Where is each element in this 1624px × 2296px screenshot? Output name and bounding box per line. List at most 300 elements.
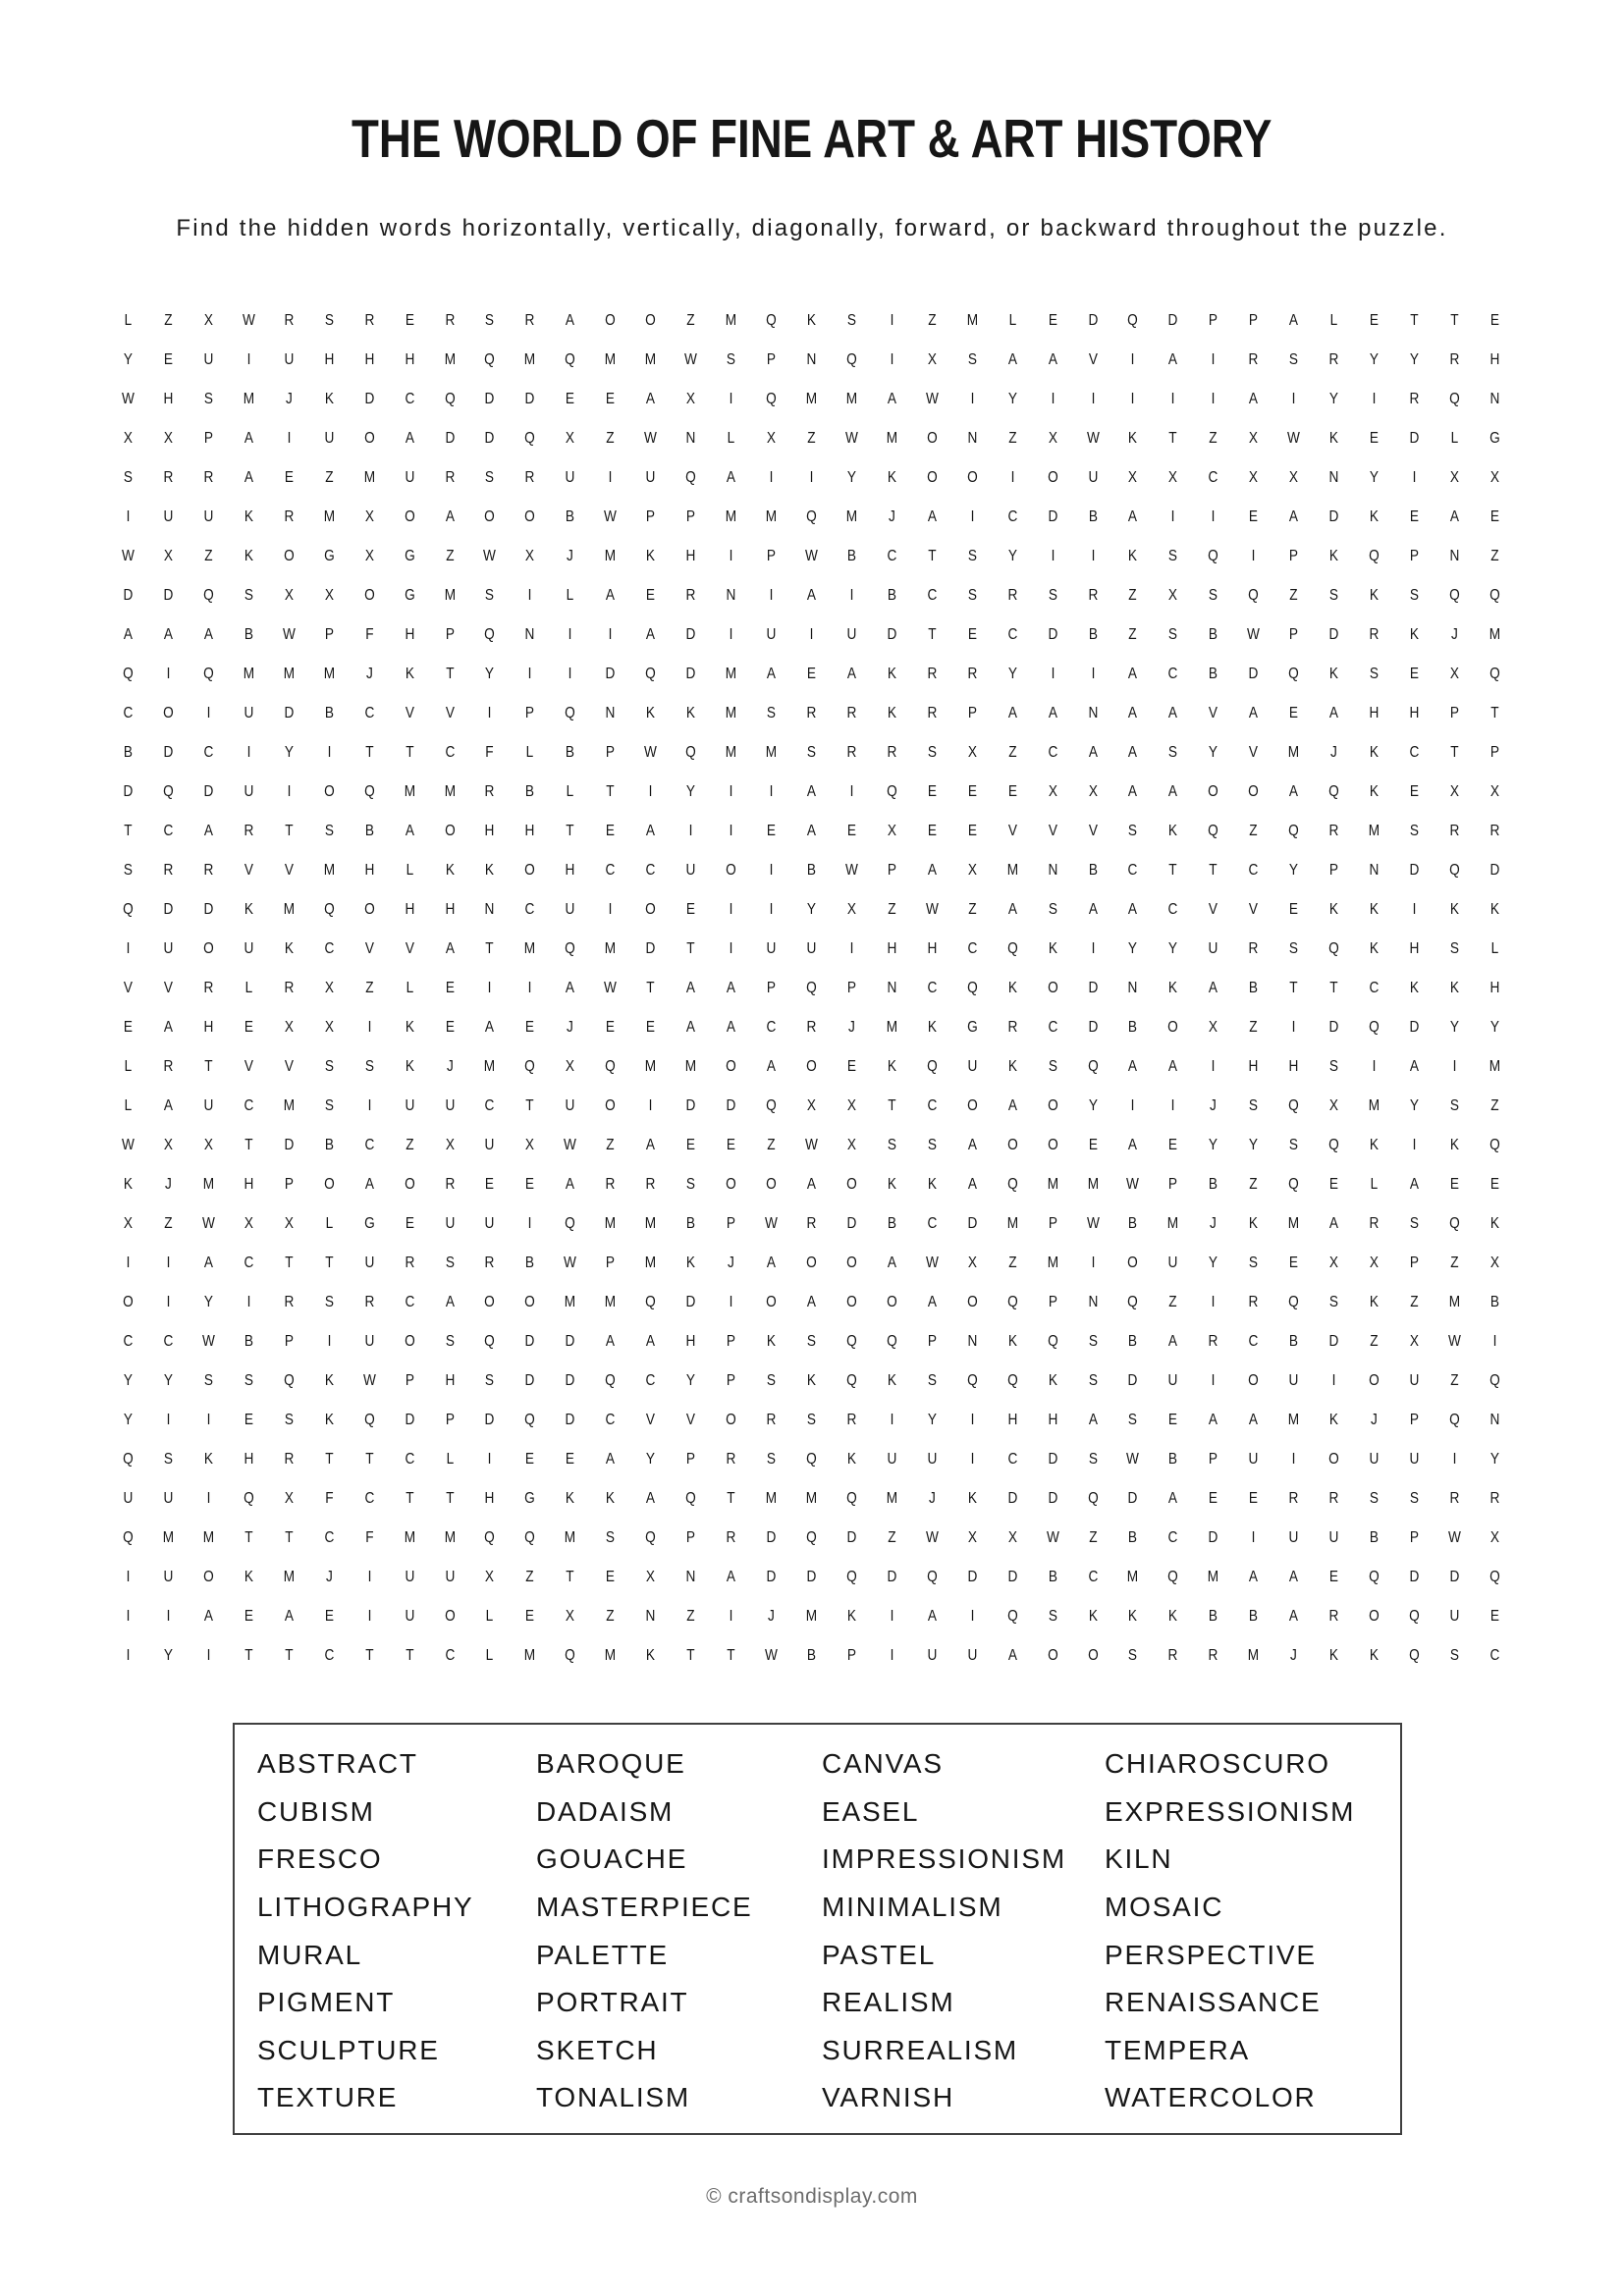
- grid-letter: N: [645, 1608, 656, 1626]
- grid-letter: K: [1329, 666, 1339, 683]
- grid-letter: U: [1449, 1608, 1460, 1626]
- grid-letter: I: [1291, 391, 1296, 408]
- grid-letter: C: [163, 1333, 174, 1351]
- grid-letter: U: [445, 1569, 455, 1586]
- grid-letter: T: [405, 1490, 414, 1508]
- grid-letter: M: [283, 1097, 295, 1115]
- grid-letter: C: [405, 1294, 414, 1311]
- grid-letter: N: [685, 430, 696, 448]
- grid-letter: X: [566, 1608, 575, 1626]
- grid-letter: R: [1208, 1647, 1218, 1665]
- grid-letter: C: [1048, 1019, 1057, 1037]
- grid-letter: R: [1409, 391, 1420, 408]
- grid-letter: I: [769, 783, 774, 801]
- grid-letter: W: [1086, 1215, 1100, 1233]
- grid-letter: T: [485, 940, 495, 958]
- grid-letter: D: [565, 1333, 575, 1351]
- grid-letter: T: [566, 823, 574, 840]
- grid-letter: I: [1170, 1097, 1175, 1115]
- grid-letter: X: [1449, 783, 1459, 801]
- grid-letter: L: [727, 430, 735, 448]
- grid-letter: Y: [1007, 666, 1017, 683]
- grid-letter: S: [606, 1529, 616, 1547]
- grid-letter: L: [406, 862, 413, 880]
- grid-letter: A: [364, 1176, 374, 1194]
- grid-letter: I: [126, 1647, 131, 1665]
- grid-letter: P: [1209, 312, 1218, 330]
- grid-letter: P: [686, 1529, 696, 1547]
- grid-letter: S: [203, 1372, 213, 1390]
- grid-letter: P: [846, 1647, 856, 1665]
- grid-letter: Q: [1489, 1372, 1500, 1390]
- grid-letter: A: [1289, 508, 1299, 526]
- grid-letter: U: [806, 940, 817, 958]
- grid-letter: I: [1091, 940, 1095, 958]
- grid-letter: I: [126, 1608, 131, 1626]
- grid-letter: K: [1369, 1137, 1380, 1154]
- grid-letter: Y: [646, 1451, 656, 1468]
- grid-letter: O: [605, 312, 617, 330]
- grid-letter: E: [123, 1019, 134, 1037]
- grid-letter: U: [1167, 1255, 1178, 1272]
- grid-letter: A: [606, 1333, 616, 1351]
- grid-letter: W: [1086, 430, 1100, 448]
- grid-letter: E: [566, 391, 575, 408]
- grid-letter: P: [606, 744, 616, 762]
- word-list-item: PIGMENT: [257, 1987, 396, 2018]
- grid-letter: O: [404, 508, 415, 526]
- grid-letter: X: [284, 1490, 294, 1508]
- grid-letter: E: [1088, 1137, 1098, 1154]
- grid-letter: Q: [1248, 587, 1260, 605]
- grid-letter: A: [203, 1255, 213, 1272]
- grid-letter: S: [1409, 1490, 1420, 1508]
- grid-letter: H: [927, 940, 938, 958]
- grid-letter: A: [1128, 508, 1138, 526]
- grid-letter: S: [445, 1255, 455, 1272]
- grid-letter: A: [646, 1333, 656, 1351]
- grid-letter: O: [203, 1569, 214, 1586]
- grid-letter: K: [405, 666, 414, 683]
- grid-letter: Q: [766, 1097, 777, 1115]
- grid-letter: A: [1007, 705, 1017, 722]
- grid-letter: Z: [767, 1137, 776, 1154]
- grid-letter: K: [846, 1608, 856, 1626]
- grid-letter: P: [1409, 548, 1420, 565]
- grid-letter: P: [1249, 312, 1259, 330]
- grid-letter: W: [604, 980, 618, 997]
- grid-letter: M: [966, 312, 978, 330]
- grid-letter: T: [928, 548, 937, 565]
- grid-letter: Z: [405, 1137, 414, 1154]
- grid-letter: S: [1048, 587, 1057, 605]
- grid-letter: R: [405, 1255, 414, 1272]
- grid-letter: N: [1449, 548, 1460, 565]
- grid-letter: I: [1131, 351, 1135, 369]
- grid-letter: U: [445, 1097, 455, 1115]
- footer-credit: © craftsondisplay.com: [706, 2185, 918, 2208]
- grid-letter: K: [1449, 1137, 1459, 1154]
- grid-letter: K: [967, 1490, 977, 1508]
- grid-letter: A: [566, 980, 575, 997]
- grid-letter: M: [202, 1176, 215, 1194]
- grid-letter: D: [846, 1529, 857, 1547]
- grid-letter: I: [246, 351, 251, 369]
- grid-letter: O: [444, 1608, 456, 1626]
- grid-letter: B: [1289, 1333, 1299, 1351]
- grid-letter: E: [1007, 783, 1017, 801]
- grid-letter: Y: [1449, 1019, 1459, 1037]
- grid-letter: S: [1369, 1490, 1380, 1508]
- grid-letter: M: [444, 587, 456, 605]
- grid-letter: O: [1248, 783, 1260, 801]
- grid-letter: Y: [686, 783, 696, 801]
- grid-letter: Q: [1489, 666, 1500, 683]
- grid-letter: U: [565, 1097, 575, 1115]
- grid-letter: R: [1449, 1490, 1460, 1508]
- grid-letter: Q: [1328, 783, 1339, 801]
- grid-letter: H: [1489, 351, 1500, 369]
- grid-letter: M: [1006, 1215, 1018, 1233]
- grid-letter: J: [365, 666, 373, 683]
- grid-letter: C: [1409, 744, 1420, 762]
- grid-letter: O: [1047, 1097, 1058, 1115]
- grid-letter: Q: [1369, 1569, 1380, 1586]
- grid-letter: R: [203, 469, 214, 487]
- grid-letter: M: [605, 1294, 617, 1311]
- grid-letter: E: [606, 1569, 616, 1586]
- grid-letter: K: [887, 705, 896, 722]
- grid-letter: I: [287, 783, 292, 801]
- grid-letter: C: [244, 1255, 254, 1272]
- grid-letter: Z: [204, 548, 213, 565]
- grid-letter: R: [1328, 1490, 1339, 1508]
- grid-letter: E: [686, 901, 696, 919]
- grid-letter: U: [284, 351, 295, 369]
- grid-letter: X: [806, 1097, 816, 1115]
- grid-letter: O: [726, 1176, 736, 1194]
- grid-letter: D: [484, 1412, 495, 1429]
- grid-letter: H: [484, 823, 495, 840]
- grid-letter: S: [967, 351, 977, 369]
- grid-letter: A: [927, 1608, 937, 1626]
- word-list-item: TONALISM: [536, 2082, 691, 2113]
- word-list-item: FRESCO: [257, 1843, 383, 1875]
- grid-letter: A: [485, 1019, 495, 1037]
- page-title-text: THE WORLD OF FINE ART & ART HISTORY: [352, 108, 1272, 169]
- grid-letter: Q: [645, 1294, 656, 1311]
- grid-letter: O: [404, 1176, 415, 1194]
- grid-letter: Y: [1168, 940, 1178, 958]
- grid-letter: M: [605, 548, 617, 565]
- grid-letter: M: [444, 351, 456, 369]
- grid-letter: C: [1088, 1569, 1098, 1586]
- grid-letter: I: [568, 666, 572, 683]
- grid-letter: I: [1251, 1529, 1256, 1547]
- grid-letter: Q: [1449, 1412, 1460, 1429]
- grid-letter: Z: [1007, 1255, 1017, 1272]
- word-list-item: EXPRESSIONISM: [1105, 1795, 1356, 1827]
- grid-letter: E: [244, 1019, 253, 1037]
- grid-letter: M: [404, 1529, 415, 1547]
- word-list-box: [233, 1723, 1402, 2135]
- grid-letter: U: [244, 940, 254, 958]
- grid-letter: A: [163, 1097, 173, 1115]
- grid-letter: R: [1248, 940, 1259, 958]
- grid-letter: W: [765, 1215, 778, 1233]
- grid-letter: H: [405, 901, 414, 919]
- grid-letter: K: [1409, 626, 1420, 644]
- grid-letter: A: [1209, 1412, 1218, 1429]
- grid-letter: E: [525, 1608, 535, 1626]
- grid-letter: I: [206, 705, 211, 722]
- grid-letter: B: [364, 823, 374, 840]
- grid-letter: S: [1048, 901, 1057, 919]
- grid-letter: Q: [1489, 1137, 1500, 1154]
- grid-letter: C: [1167, 1529, 1178, 1547]
- grid-letter: J: [888, 508, 895, 526]
- grid-letter: U: [1288, 1529, 1299, 1547]
- grid-letter: A: [1168, 351, 1178, 369]
- grid-letter: T: [285, 1529, 294, 1547]
- grid-letter: A: [203, 626, 213, 644]
- grid-letter: C: [1248, 1333, 1259, 1351]
- grid-letter: E: [967, 626, 977, 644]
- grid-letter: Z: [324, 469, 334, 487]
- grid-letter: Q: [685, 744, 696, 762]
- grid-letter: L: [1329, 312, 1338, 330]
- grid-letter: U: [405, 1608, 414, 1626]
- grid-letter: P: [1048, 1294, 1057, 1311]
- grid-letter: F: [364, 626, 374, 644]
- grid-letter: Z: [888, 901, 896, 919]
- grid-letter: A: [646, 823, 656, 840]
- grid-letter: S: [887, 1137, 896, 1154]
- grid-letter: D: [163, 901, 174, 919]
- grid-letter: D: [766, 1529, 777, 1547]
- grid-letter: R: [1328, 1608, 1339, 1626]
- grid-letter: R: [846, 705, 857, 722]
- grid-letter: I: [769, 587, 774, 605]
- grid-letter: A: [445, 1294, 455, 1311]
- grid-letter: D: [405, 1412, 414, 1429]
- grid-letter: Q: [524, 1529, 536, 1547]
- grid-letter: O: [1047, 980, 1058, 997]
- grid-letter: V: [1209, 901, 1218, 919]
- grid-letter: K: [1489, 1215, 1499, 1233]
- grid-letter: Q: [444, 391, 456, 408]
- grid-letter: C: [1208, 469, 1218, 487]
- grid-letter: M: [886, 430, 897, 448]
- grid-letter: D: [1127, 1490, 1138, 1508]
- grid-letter: D: [524, 391, 535, 408]
- grid-letter: I: [327, 1333, 332, 1351]
- word-list-item: ABSTRACT: [257, 1748, 418, 1780]
- grid-letter: D: [887, 1569, 897, 1586]
- grid-letter: X: [1128, 469, 1138, 487]
- grid-letter: Q: [1167, 1569, 1179, 1586]
- grid-letter: Q: [1449, 1215, 1460, 1233]
- word-list-item: SCULPTURE: [257, 2034, 440, 2065]
- grid-letter: E: [405, 1215, 414, 1233]
- grid-letter: R: [726, 1451, 736, 1468]
- grid-letter: B: [887, 1215, 896, 1233]
- grid-letter: S: [1168, 626, 1178, 644]
- grid-letter: I: [1051, 391, 1055, 408]
- grid-letter: U: [364, 1255, 375, 1272]
- grid-letter: O: [726, 1058, 736, 1076]
- grid-letter: P: [1489, 744, 1499, 762]
- grid-letter: K: [686, 705, 696, 722]
- grid-letter: B: [1128, 1019, 1138, 1037]
- grid-letter: D: [524, 1333, 535, 1351]
- grid-letter: A: [1289, 1608, 1299, 1626]
- grid-letter: R: [524, 312, 535, 330]
- word-list-item: KILN: [1105, 1843, 1173, 1875]
- grid-letter: C: [364, 705, 375, 722]
- grid-letter: T: [1209, 862, 1218, 880]
- grid-letter: H: [1007, 1412, 1018, 1429]
- grid-letter: T: [727, 1647, 735, 1665]
- grid-letter: B: [1088, 626, 1098, 644]
- grid-letter: M: [1047, 1255, 1058, 1272]
- grid-letter: E: [1209, 1490, 1218, 1508]
- grid-letter: T: [566, 1569, 574, 1586]
- grid-letter: D: [685, 1294, 696, 1311]
- grid-letter: C: [324, 1529, 335, 1547]
- grid-letter: S: [927, 1372, 937, 1390]
- grid-letter: U: [846, 626, 857, 644]
- grid-letter: Q: [886, 783, 897, 801]
- grid-letter: O: [363, 901, 375, 919]
- grid-letter: U: [645, 469, 656, 487]
- grid-letter: N: [1328, 469, 1339, 487]
- grid-letter: A: [927, 508, 937, 526]
- grid-letter: O: [886, 1294, 897, 1311]
- grid-letter: D: [1088, 980, 1098, 997]
- grid-letter: C: [645, 862, 656, 880]
- grid-letter: W: [925, 391, 939, 408]
- grid-letter: P: [1409, 1529, 1420, 1547]
- grid-letter: O: [323, 1176, 335, 1194]
- grid-letter: E: [1289, 705, 1299, 722]
- grid-letter: X: [525, 548, 535, 565]
- grid-letter: E: [485, 1176, 495, 1194]
- grid-letter: Z: [1249, 1176, 1258, 1194]
- grid-letter: A: [445, 508, 455, 526]
- grid-letter: M: [484, 1058, 496, 1076]
- grid-letter: N: [1088, 705, 1098, 722]
- grid-letter: J: [847, 1019, 855, 1037]
- grid-letter: U: [927, 1451, 938, 1468]
- grid-letter: Y: [1329, 391, 1339, 408]
- grid-letter: Q: [806, 980, 817, 997]
- grid-letter: T: [888, 1097, 896, 1115]
- grid-letter: I: [1412, 469, 1417, 487]
- grid-letter: C: [645, 1372, 656, 1390]
- grid-letter: K: [244, 548, 253, 565]
- grid-letter: X: [967, 1529, 977, 1547]
- grid-letter: U: [405, 1097, 414, 1115]
- grid-letter: C: [524, 901, 535, 919]
- grid-letter: P: [1409, 1412, 1420, 1429]
- word-list-item: EASEL: [822, 1795, 920, 1827]
- grid-letter: V: [1088, 351, 1098, 369]
- grid-letter: J: [1290, 1647, 1298, 1665]
- grid-letter: K: [244, 1569, 253, 1586]
- grid-letter: U: [1409, 1451, 1420, 1468]
- grid-letter: H: [1489, 980, 1500, 997]
- grid-letter: C: [364, 1490, 375, 1508]
- grid-letter: R: [484, 1255, 495, 1272]
- grid-letter: Q: [966, 1372, 978, 1390]
- grid-letter: E: [846, 823, 856, 840]
- grid-letter: I: [809, 626, 814, 644]
- grid-letter: D: [284, 1137, 295, 1154]
- grid-letter: O: [605, 1097, 617, 1115]
- grid-letter: T: [244, 1529, 253, 1547]
- grid-letter: D: [1328, 626, 1339, 644]
- grid-letter: X: [1449, 666, 1459, 683]
- grid-letter: A: [726, 1019, 736, 1037]
- grid-letter: W: [122, 548, 135, 565]
- grid-letter: R: [1248, 351, 1259, 369]
- grid-letter: X: [1209, 1019, 1218, 1037]
- grid-letter: D: [1167, 312, 1178, 330]
- word-list-item: WATERCOLOR: [1105, 2082, 1317, 2113]
- grid-letter: O: [484, 1294, 496, 1311]
- grid-letter: Q: [806, 508, 817, 526]
- grid-letter: U: [766, 940, 777, 958]
- grid-letter: I: [206, 1490, 211, 1508]
- grid-letter: I: [769, 469, 774, 487]
- grid-letter: K: [405, 1058, 414, 1076]
- grid-letter: M: [323, 862, 335, 880]
- grid-letter: K: [1329, 1412, 1339, 1429]
- grid-letter: E: [686, 1137, 696, 1154]
- grid-letter: U: [123, 1490, 134, 1508]
- grid-letter: A: [927, 1294, 937, 1311]
- grid-letter: X: [324, 1019, 334, 1037]
- grid-letter: D: [203, 783, 214, 801]
- grid-letter: P: [284, 1176, 294, 1194]
- grid-letter: W: [122, 391, 135, 408]
- grid-letter: K: [244, 508, 253, 526]
- grid-letter: Q: [926, 1569, 938, 1586]
- grid-letter: D: [1127, 1372, 1138, 1390]
- grid-letter: T: [1450, 744, 1459, 762]
- grid-letter: I: [1211, 508, 1216, 526]
- grid-letter: X: [364, 548, 374, 565]
- grid-letter: M: [684, 1058, 697, 1076]
- grid-letter: O: [1328, 1451, 1339, 1468]
- grid-letter: Z: [928, 312, 937, 330]
- grid-letter: A: [766, 666, 777, 683]
- grid-letter: H: [445, 1372, 455, 1390]
- grid-letter: A: [1128, 744, 1138, 762]
- grid-letter: D: [1088, 312, 1098, 330]
- grid-letter: M: [725, 744, 737, 762]
- grid-letter: W: [1247, 626, 1261, 644]
- grid-letter: P: [646, 508, 656, 526]
- grid-letter: I: [729, 391, 733, 408]
- grid-letter: S: [1409, 823, 1420, 840]
- grid-letter: X: [163, 430, 173, 448]
- grid-letter: O: [1087, 1647, 1099, 1665]
- grid-letter: A: [967, 1137, 977, 1154]
- grid-letter: K: [324, 1412, 334, 1429]
- grid-letter: C: [484, 1097, 495, 1115]
